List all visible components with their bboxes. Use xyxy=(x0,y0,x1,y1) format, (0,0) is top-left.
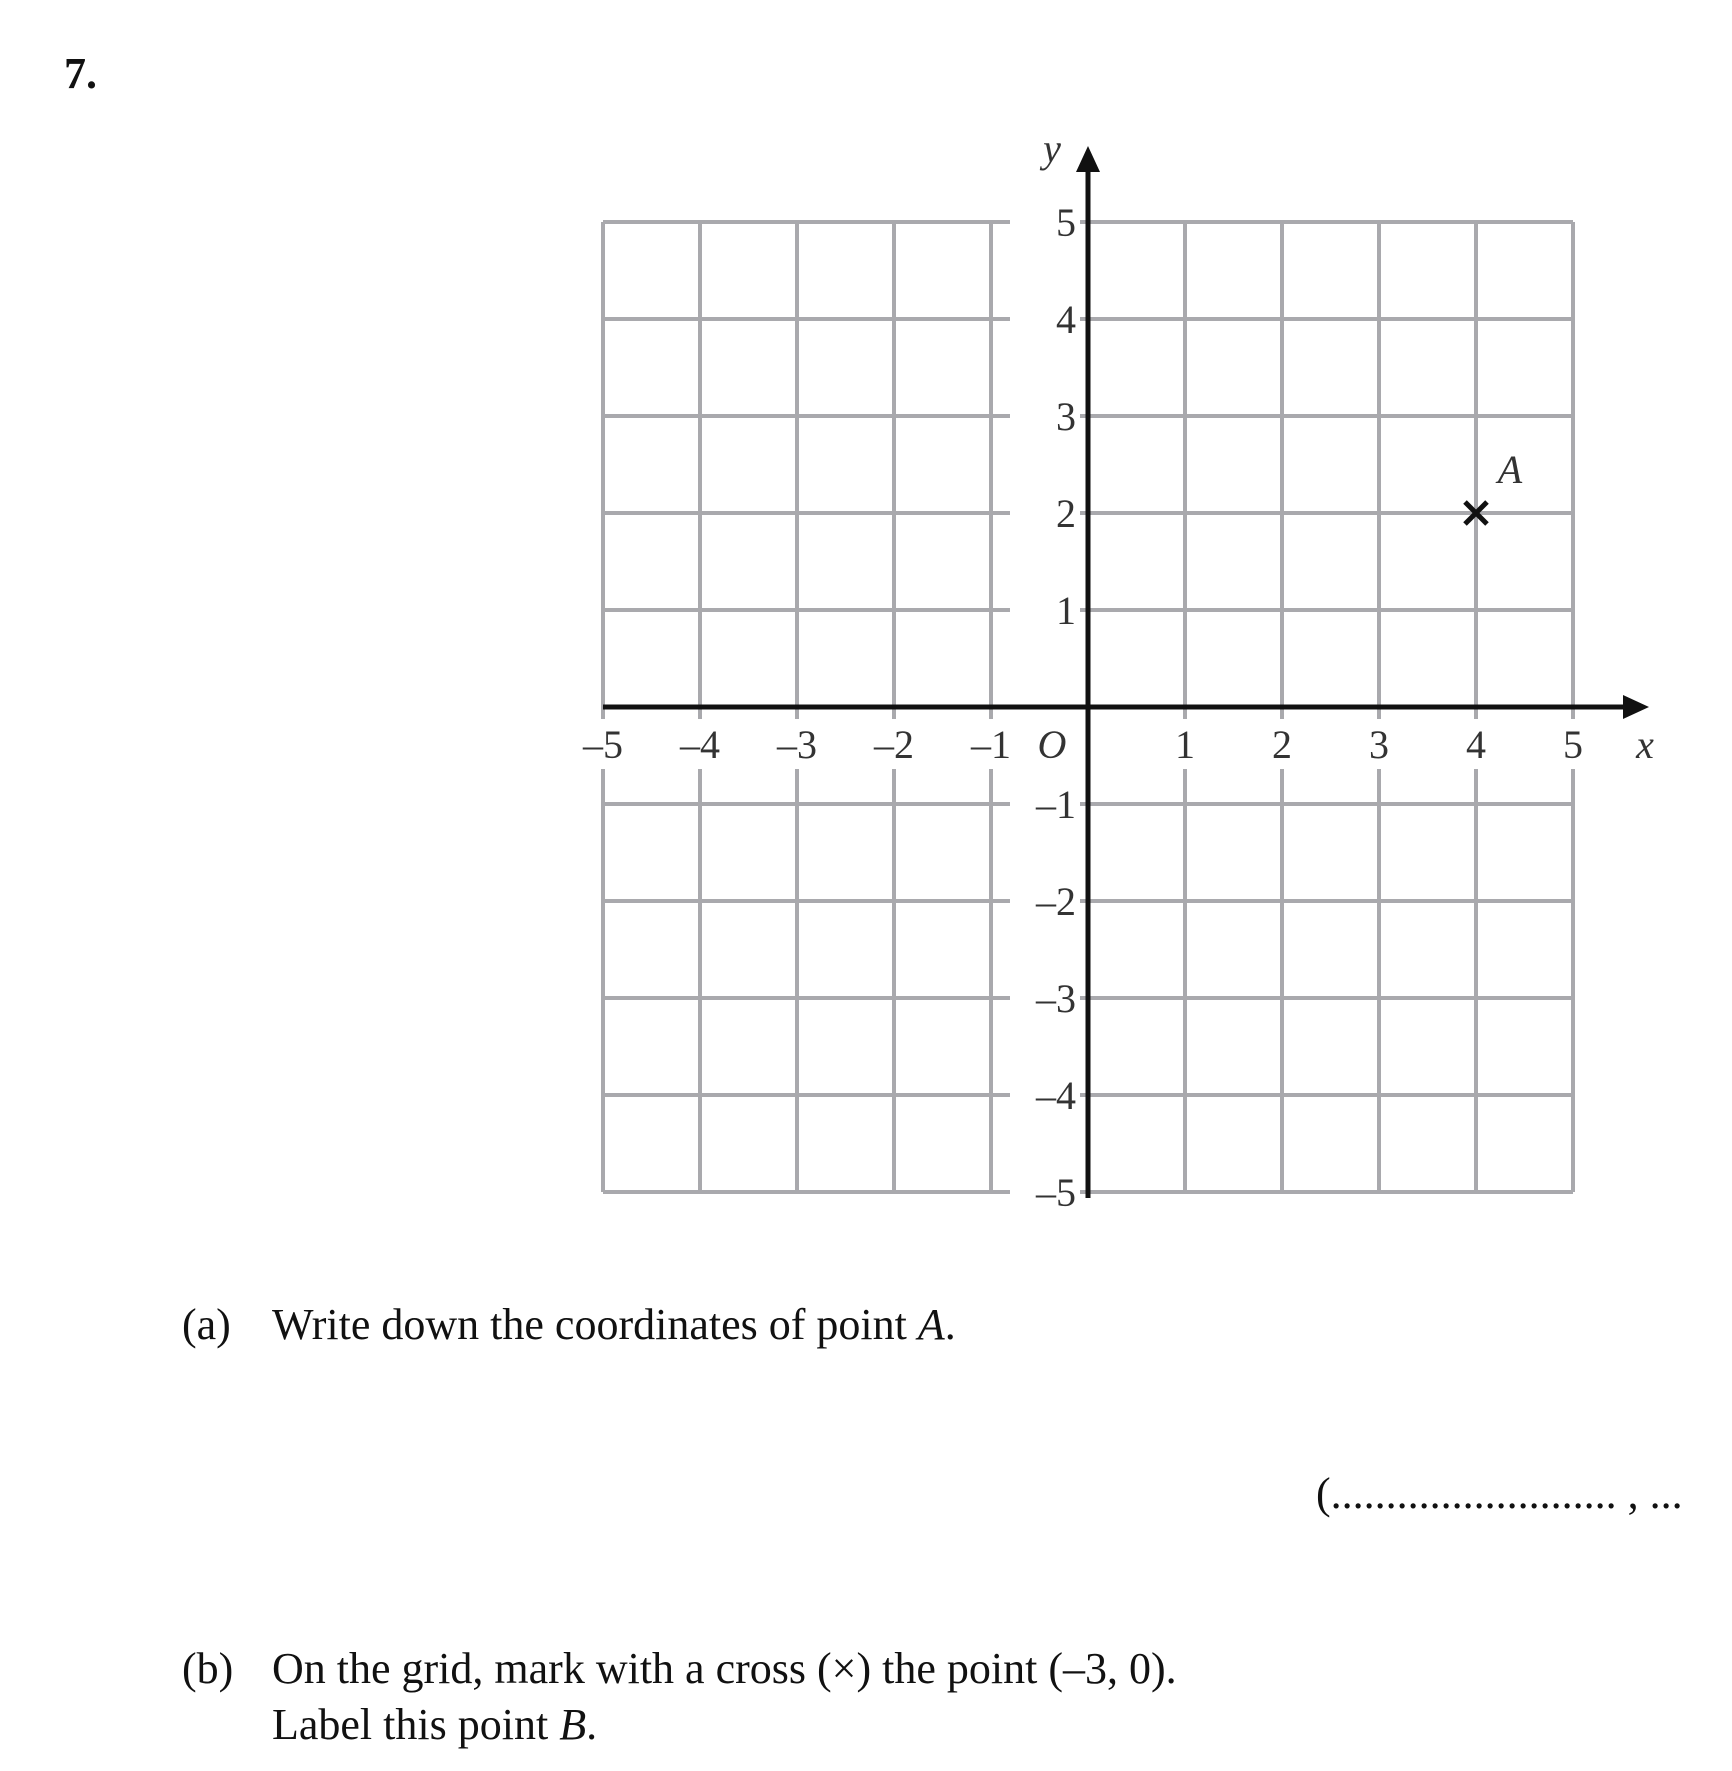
y-tick-label: –1 xyxy=(1036,782,1076,827)
y-axis-label: y xyxy=(1043,126,1061,171)
y-tick-label: 3 xyxy=(1056,394,1076,439)
x-tick-label: –3 xyxy=(777,722,817,767)
question-number: 7. xyxy=(64,49,97,98)
y-tick-label: 4 xyxy=(1056,297,1076,342)
part-b-line2 xyxy=(272,1696,597,1754)
part-b-label: (b) xyxy=(182,1644,234,1693)
part-a-point-name: A xyxy=(917,1300,945,1349)
x-tick-label: 4 xyxy=(1466,722,1486,767)
x-tick-label: –4 xyxy=(680,722,720,767)
part-b-line1: On the grid, mark with a cross (×) the point (–3, 0). xyxy=(272,1644,1177,1693)
y-tick-label: –4 xyxy=(1036,1073,1076,1118)
x-tick-label: –5 xyxy=(583,722,623,767)
x-tick-label: –2 xyxy=(874,722,914,767)
part-b-line2-prefix: Label this point xyxy=(272,1700,560,1749)
part-b-line2-suffix: . xyxy=(586,1700,598,1749)
x-axis-arrow xyxy=(1623,695,1649,719)
x-axis-label: x xyxy=(1636,722,1654,767)
x-tick-label: –1 xyxy=(971,722,1011,767)
y-tick-label: 1 xyxy=(1056,588,1076,633)
answer-blank-a[interactable]: (.......................... , ... xyxy=(1316,1469,1683,1518)
y-tick-label: 2 xyxy=(1056,491,1076,536)
y-tick-label: –5 xyxy=(1036,1170,1076,1215)
y-tick-label: 5 xyxy=(1056,200,1076,245)
y-axis-arrow xyxy=(1076,146,1100,172)
part-a-text xyxy=(272,1296,956,1354)
x-tick-label: 5 xyxy=(1563,722,1583,767)
origin-label: O xyxy=(1037,722,1067,767)
part-a-text-suffix: . xyxy=(944,1300,956,1349)
axes xyxy=(603,126,1654,1198)
part-a-text-prefix: Write down the coordinates of point xyxy=(272,1300,918,1349)
x-tick-label: 1 xyxy=(1175,722,1195,767)
part-b-point-name: B xyxy=(559,1700,587,1749)
point-a-label: A xyxy=(1497,447,1523,492)
x-tick-label: 3 xyxy=(1369,722,1389,767)
y-tick-label: –2 xyxy=(1036,879,1076,924)
x-tick-label: 2 xyxy=(1272,722,1292,767)
part-a-label: (a) xyxy=(182,1300,231,1349)
y-tick-label: –3 xyxy=(1036,976,1076,1021)
